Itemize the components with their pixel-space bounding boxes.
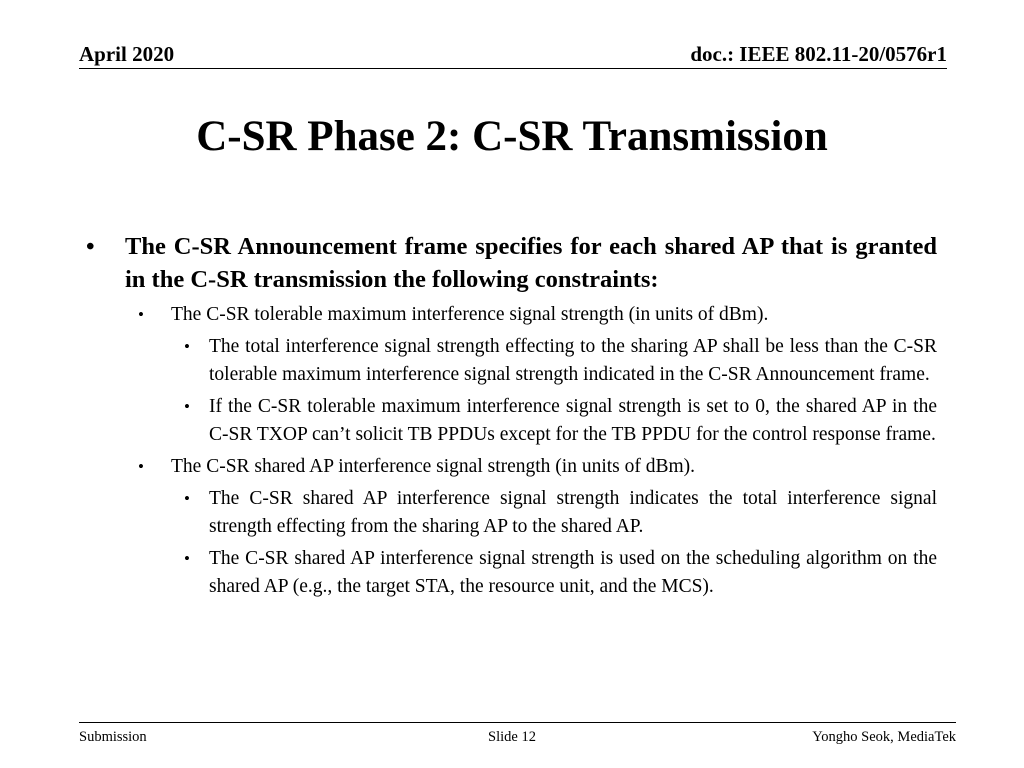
bullet-marker: • [184, 337, 190, 356]
footer-submission: Submission [79, 729, 147, 745]
bullet-text: The C-SR shared AP interference signal strength is used on the scheduling algorithm on the shared AP (e.g., the target STA, the resource unit, and the MCS). [209, 548, 937, 597]
bullet-level3 [184, 393, 937, 449]
bullet-level3 [184, 545, 937, 601]
bullet-text: If the C-SR tolerable maximum interference signal strength is set to 0, the shared AP in the C-SR TXOP can’t solicit TB PPDUs except for the TB PPDU for the control response frame. [209, 396, 937, 445]
footer-divider [79, 722, 956, 723]
bullet-text: The C-SR shared AP interference signal strength indicates the total interference signal strength effecting from the sharing AP to the shared AP. [209, 488, 937, 537]
slide-title: C-SR Phase 2: C-SR Transmission [196, 113, 828, 160]
bullet-level2 [138, 301, 937, 329]
bullet-text: The C-SR Announcement frame specifies for each shared AP that is granted in the C-SR transmission the following constraints: [125, 233, 937, 293]
header-divider [79, 68, 947, 69]
header-date: April 2020 [79, 42, 175, 66]
bullet-marker: • [138, 457, 144, 476]
bullet-marker: • [138, 305, 144, 324]
footer-slide-number: Slide 12 [488, 729, 536, 745]
bullet-level3 [184, 485, 937, 541]
bullet-marker: • [184, 549, 190, 568]
bullet-text: The C-SR tolerable maximum interference signal strength (in units of dBm). [171, 304, 769, 325]
bullet-marker: • [184, 397, 190, 416]
bullet-marker: • [86, 233, 95, 260]
header-doc-id: doc.: IEEE 802.11-20/0576r1 [690, 42, 947, 66]
bullet-text: The C-SR shared AP interference signal strength (in units of dBm). [171, 456, 696, 477]
bullet-marker: • [184, 489, 190, 508]
bullet-text: The total interference signal strength effecting to the sharing AP shall be less than the C-SR tolerable maximum interference signal strength indicated in the C-SR Announcement frame. [209, 336, 937, 385]
bullet-level2 [138, 453, 937, 481]
bullet-level3 [184, 333, 937, 389]
slide-body [86, 230, 937, 605]
bullet-level1 [86, 230, 937, 296]
footer-author: Yongho Seok, MediaTek [812, 729, 956, 745]
